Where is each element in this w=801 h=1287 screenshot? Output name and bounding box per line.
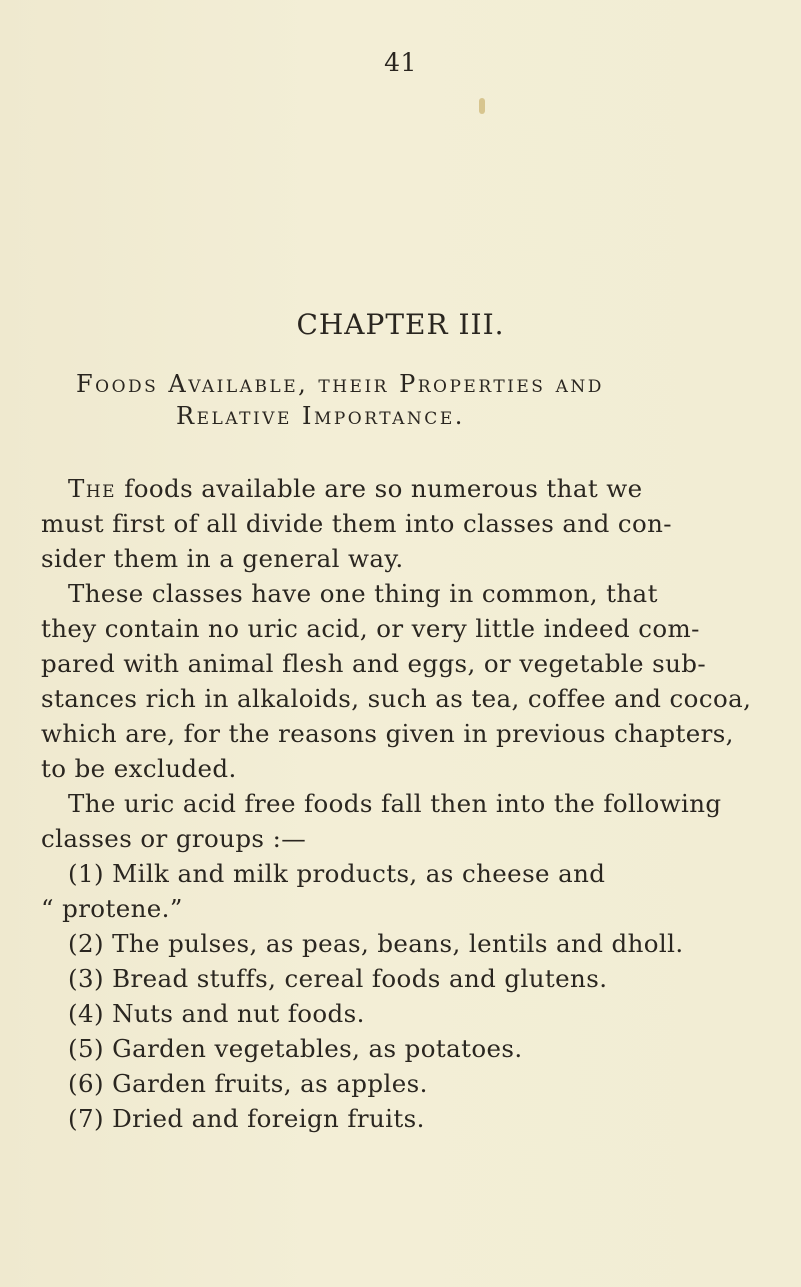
paragraph-3-line-1: The uric acid free foods fall then into the following: [68, 789, 722, 818]
paragraph-2-line-3: pared with animal flesh and eggs, or vegetable sub-: [41, 649, 707, 678]
paragraph-1-line-1-text: foods available are so numerous that we: [116, 474, 643, 503]
chapter-subtitle-line-1: Foods Available, their Properties and: [76, 370, 604, 398]
chapter-subtitle-line-2: Relative Importance.: [176, 402, 465, 430]
paragraph-2-line-2: they contain no uric acid, or very little indeed com-: [41, 614, 700, 643]
paragraph-2-line-1: These classes have one thing in common, that: [68, 579, 658, 608]
list-item-continuation: “ protene.”: [41, 894, 183, 923]
page-number: 41: [384, 48, 417, 77]
list-item: (6) Garden fruits, as apples.: [68, 1069, 428, 1098]
paragraph-lead-word: The: [68, 474, 117, 503]
paragraph-3-line-2: classes or groups :—: [41, 824, 307, 853]
chapter-title: CHAPTER III.: [296, 308, 505, 341]
paragraph-2-line-4: stances rich in alkaloids, such as tea, coffee and cocoa,: [41, 684, 752, 713]
ink-mark: [479, 98, 485, 114]
paragraph-1-line-1: [68, 474, 643, 503]
list-item: (4) Nuts and nut foods.: [68, 999, 365, 1028]
paragraph-1-line-3: sider them in a general way.: [41, 544, 404, 573]
list-item: (1) Milk and milk products, as cheese and: [68, 859, 606, 888]
paragraph-1-line-2: must first of all divide them into classes and con-: [41, 509, 672, 538]
list-item: (3) Bread stuffs, cereal foods and glutens.: [68, 964, 608, 993]
paragraph-2-line-5: which are, for the reasons given in previous chapters,: [41, 719, 734, 748]
list-item: (5) Garden vegetables, as potatoes.: [68, 1034, 523, 1063]
paragraph-2-line-6: to be excluded.: [41, 754, 237, 783]
list-item: (7) Dried and foreign fruits.: [68, 1104, 425, 1133]
list-item: (2) The pulses, as peas, beans, lentils and dholl.: [68, 929, 684, 958]
